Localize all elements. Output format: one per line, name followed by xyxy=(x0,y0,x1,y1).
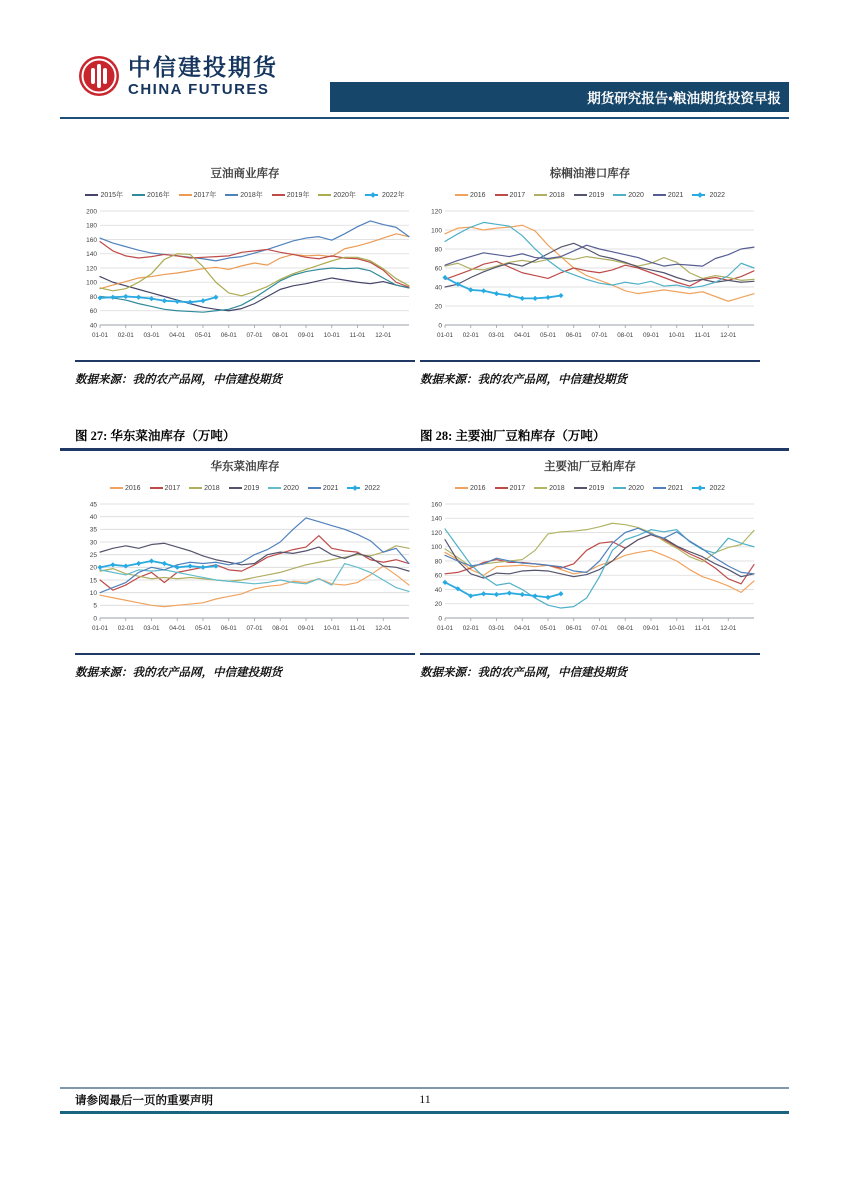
page-number: 11 xyxy=(419,1092,431,1106)
legend-label: 2020年 xyxy=(333,192,356,199)
svg-text:09-01: 09-01 xyxy=(642,625,660,632)
legend-label: 2016 xyxy=(469,191,486,199)
svg-text:07-01: 07-01 xyxy=(591,625,608,632)
legend-item-2018 xyxy=(189,485,220,492)
svg-text:11-01: 11-01 xyxy=(694,625,711,632)
svg-text:30: 30 xyxy=(89,539,97,547)
caption-rule xyxy=(60,448,789,451)
svg-text:09-01: 09-01 xyxy=(297,625,315,632)
svg-text:09-01: 09-01 xyxy=(642,332,660,339)
svg-text:03-01: 03-01 xyxy=(143,332,160,339)
svg-text:35: 35 xyxy=(89,526,97,534)
legend-item-2016 xyxy=(110,485,141,492)
svg-text:10-01: 10-01 xyxy=(323,625,340,632)
chart-canvas xyxy=(75,203,415,345)
legend-item-2022 xyxy=(692,192,725,199)
legend-item-2018 xyxy=(534,485,565,492)
svg-text:08-01: 08-01 xyxy=(272,625,289,632)
legend-item-2017 xyxy=(495,485,526,492)
legend-item-2017年 xyxy=(179,190,217,200)
svg-text:09-01: 09-01 xyxy=(297,332,315,339)
legend-item-2016年 xyxy=(132,190,170,200)
svg-text:03-01: 03-01 xyxy=(488,332,505,339)
svg-text:04-01: 04-01 xyxy=(169,332,186,339)
svg-text:06-01: 06-01 xyxy=(220,625,237,632)
svg-text:0: 0 xyxy=(438,322,442,330)
svg-text:80: 80 xyxy=(434,246,442,254)
svg-text:5: 5 xyxy=(93,602,97,610)
svg-text:02-01: 02-01 xyxy=(117,625,134,632)
svg-text:120: 120 xyxy=(431,529,442,537)
svg-text:200: 200 xyxy=(86,208,97,216)
legend-item-2016 xyxy=(455,192,486,199)
legend-item-2018年 xyxy=(225,190,263,200)
svg-text:11-01: 11-01 xyxy=(349,332,366,339)
citic-logo-icon xyxy=(78,55,120,97)
svg-text:01-01: 01-01 xyxy=(91,625,109,632)
svg-text:10-01: 10-01 xyxy=(668,332,685,339)
legend-label: 2016 xyxy=(124,484,141,492)
svg-text:01-01: 01-01 xyxy=(436,332,454,339)
svg-text:10-01: 10-01 xyxy=(323,332,340,339)
legend-item-2020年 xyxy=(318,190,356,200)
svg-text:07-01: 07-01 xyxy=(246,625,263,632)
legend-label: 2017 xyxy=(509,484,526,492)
svg-text:45: 45 xyxy=(89,501,97,509)
figure-caption-28: 图 28: 主要油厂豆粕库存（万吨） xyxy=(420,429,606,443)
source-note: 数据来源：我的农产品网，中信建投期货 xyxy=(420,667,627,679)
chart-bottom-rule xyxy=(420,653,760,655)
legend-label: 2022年 xyxy=(381,192,405,199)
chart-legend xyxy=(75,187,415,203)
legend-item-2021 xyxy=(308,485,339,492)
chart-title: 豆油商业库存 xyxy=(210,168,280,180)
source-note: 数据来源：我的农产品网，中信建投期货 xyxy=(75,667,282,679)
legend-label: 2016年 xyxy=(147,192,170,199)
svg-text:100: 100 xyxy=(86,279,97,287)
legend-label: 2018 xyxy=(549,191,565,199)
svg-text:06-01: 06-01 xyxy=(220,332,237,339)
svg-text:05-01: 05-01 xyxy=(194,332,212,339)
svg-text:100: 100 xyxy=(431,544,442,552)
legend-label: 2017 xyxy=(164,484,181,492)
svg-text:60: 60 xyxy=(434,572,442,580)
legend-label: 2016 xyxy=(469,484,486,492)
svg-text:40: 40 xyxy=(434,284,442,292)
legend-item-2019 xyxy=(229,485,260,492)
legend-label: 2017年 xyxy=(193,192,217,199)
svg-text:01-01: 01-01 xyxy=(436,625,454,632)
svg-text:08-01: 08-01 xyxy=(272,332,289,339)
svg-text:12-01: 12-01 xyxy=(375,332,392,339)
legend-item-2020 xyxy=(613,485,644,492)
chart-legend xyxy=(75,480,415,496)
svg-text:20: 20 xyxy=(89,564,97,572)
legend-label: 2019 xyxy=(588,191,605,199)
svg-text:0: 0 xyxy=(438,615,442,623)
source-note: 数据来源：我的农产品网，中信建投期货 xyxy=(75,374,282,386)
legend-label: 2020 xyxy=(628,484,644,492)
svg-text:180: 180 xyxy=(86,222,97,230)
svg-text:04-01: 04-01 xyxy=(514,625,531,632)
chart-bottom-rule xyxy=(420,360,760,362)
chart-panel-east-china-rapeseed-oil-inventory xyxy=(75,458,415,680)
svg-text:07-01: 07-01 xyxy=(246,332,263,339)
footer-rule-bottom xyxy=(60,1111,789,1114)
legend-item-2021 xyxy=(653,485,684,492)
svg-text:02-01: 02-01 xyxy=(462,625,479,632)
svg-text:02-01: 02-01 xyxy=(462,332,479,339)
logo-text xyxy=(128,53,278,98)
svg-text:12-01: 12-01 xyxy=(375,625,392,632)
legend-item-2020 xyxy=(268,485,299,492)
legend-label: 2019 xyxy=(243,484,260,492)
legend-item-2020 xyxy=(613,192,644,199)
legend-label: 2021 xyxy=(667,484,684,492)
legend-item-2022 xyxy=(347,485,380,492)
svg-text:07-01: 07-01 xyxy=(591,332,608,339)
svg-text:0: 0 xyxy=(93,615,97,623)
legend-label: 2019 xyxy=(588,484,605,492)
chart-legend xyxy=(420,187,760,203)
chart-legend xyxy=(420,480,760,496)
svg-text:05-01: 05-01 xyxy=(539,332,557,339)
svg-text:20: 20 xyxy=(434,601,442,609)
report-banner: 期货研究报告•粮油期货投资早报 xyxy=(330,82,789,112)
svg-text:10-01: 10-01 xyxy=(668,625,685,632)
chart-canvas xyxy=(75,496,415,638)
svg-text:160: 160 xyxy=(86,236,97,244)
svg-text:03-01: 03-01 xyxy=(488,625,505,632)
svg-text:100: 100 xyxy=(431,227,442,235)
legend-label: 2017 xyxy=(509,191,526,199)
chart-canvas xyxy=(420,496,760,638)
source-note: 数据来源：我的农产品网，中信建投期货 xyxy=(420,374,627,386)
svg-text:20: 20 xyxy=(434,303,442,311)
svg-text:80: 80 xyxy=(89,293,97,301)
chart-title: 主要油厂豆粕库存 xyxy=(544,461,636,473)
company-logo xyxy=(78,55,278,97)
legend-label: 2020 xyxy=(283,484,299,492)
svg-text:15: 15 xyxy=(89,577,97,585)
chart-bottom-rule xyxy=(75,653,415,655)
legend-item-2022 xyxy=(692,485,725,492)
svg-text:12-01: 12-01 xyxy=(720,332,737,339)
legend-label: 2015年 xyxy=(100,192,124,199)
svg-text:25: 25 xyxy=(89,551,97,559)
legend-item-2019 xyxy=(574,192,605,199)
chart-bottom-rule xyxy=(75,360,415,362)
svg-text:80: 80 xyxy=(434,558,442,566)
svg-text:60: 60 xyxy=(434,265,442,273)
legend-label: 2018 xyxy=(549,484,565,492)
legend-item-2017 xyxy=(150,485,181,492)
footer-rule-top xyxy=(60,1087,789,1089)
chart-canvas xyxy=(420,203,760,345)
svg-text:11-01: 11-01 xyxy=(694,332,711,339)
svg-text:40: 40 xyxy=(89,322,97,330)
svg-text:04-01: 04-01 xyxy=(169,625,186,632)
svg-text:08-01: 08-01 xyxy=(617,332,634,339)
svg-text:06-01: 06-01 xyxy=(565,625,582,632)
legend-label: 2021 xyxy=(322,484,339,492)
legend-item-2015年 xyxy=(85,190,123,200)
svg-text:160: 160 xyxy=(431,501,442,509)
svg-text:03-01: 03-01 xyxy=(143,625,160,632)
svg-text:01-01: 01-01 xyxy=(91,332,109,339)
header-rule xyxy=(60,117,789,119)
legend-label: 2022 xyxy=(709,484,726,492)
legend-item-2019年 xyxy=(272,190,310,200)
logo-title-cn: 中信建投期货 xyxy=(128,53,278,80)
svg-text:12-01: 12-01 xyxy=(720,625,737,632)
legend-label: 2020 xyxy=(628,191,644,199)
legend-item-2022年 xyxy=(365,190,405,200)
legend-item-2019 xyxy=(574,485,605,492)
footer-disclaimer: 请参阅最后一页的重要声明 xyxy=(75,1095,213,1107)
legend-item-2017 xyxy=(495,192,526,199)
svg-text:11-01: 11-01 xyxy=(349,625,366,632)
legend-label: 2022 xyxy=(709,191,726,199)
svg-text:05-01: 05-01 xyxy=(539,625,557,632)
legend-item-2018 xyxy=(534,192,565,199)
chart-panel-soybean-meal-mill-inventory xyxy=(420,458,760,680)
svg-text:140: 140 xyxy=(431,515,442,523)
svg-text:40: 40 xyxy=(89,513,97,521)
chart-title: 华东菜油库存 xyxy=(210,461,280,473)
legend-label: 2018年 xyxy=(240,192,263,199)
legend-item-2021 xyxy=(653,192,684,199)
svg-text:04-01: 04-01 xyxy=(514,332,531,339)
svg-text:140: 140 xyxy=(86,251,97,259)
legend-label: 2021 xyxy=(667,191,684,199)
chart-panel-soybean-oil-commercial-inventory xyxy=(75,165,415,387)
chart-title: 棕榈油港口库存 xyxy=(549,168,631,180)
legend-label: 2022 xyxy=(364,484,381,492)
legend-label: 2019年 xyxy=(286,192,310,199)
svg-text:06-01: 06-01 xyxy=(565,332,582,339)
svg-text:10: 10 xyxy=(89,589,97,597)
svg-text:60: 60 xyxy=(89,308,97,316)
svg-text:08-01: 08-01 xyxy=(617,625,634,632)
svg-text:120: 120 xyxy=(86,265,97,273)
svg-text:40: 40 xyxy=(434,586,442,594)
legend-item-2016 xyxy=(455,485,486,492)
legend-label: 2018 xyxy=(204,484,220,492)
svg-text:02-01: 02-01 xyxy=(117,332,134,339)
figure-caption-27: 图 27: 华东菜油库存（万吨） xyxy=(75,429,236,443)
svg-text:120: 120 xyxy=(431,208,442,216)
logo-title-en: CHINA FUTURES xyxy=(128,80,270,98)
svg-text:05-01: 05-01 xyxy=(194,625,212,632)
chart-panel-palm-oil-port-inventory xyxy=(420,165,760,387)
